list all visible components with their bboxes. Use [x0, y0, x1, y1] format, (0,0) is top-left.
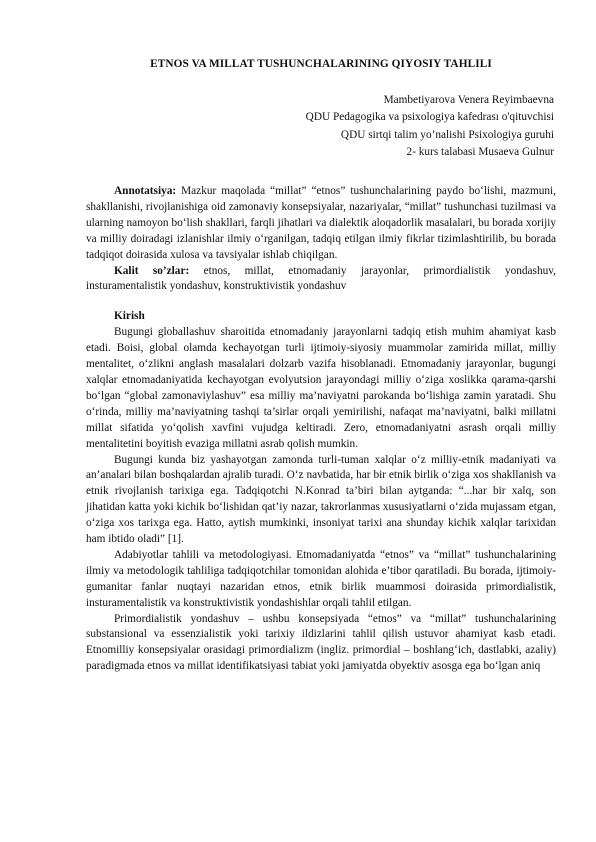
body-paragraph: Bugungi globallashuv sharoitida etnomadaniy jarayonlarni tadqiq etish muhim ahamiyat kasb etadi. Boisi, global olamda kechayotgan turli ijtimoiy-siyosiy muammolar zamirida millat, milliy mentalitet, o‘zlikni anglash masalalari dolzarb vazifa hisoblanadi. Etnomadaniy jarayonlar, bugungi xalqlar etnomadaniyatida kechayotgan evolyutsion jarayondagi milliy o‘ziga xoslikka qarama-qarshi bo‘lgan “global zamonaviylashuv” esa milliy ma’naviyatni parokanda bo‘lishiga zamin yaratadi. Shu o‘rinda, milliy ma’naviyatning tashqi ta’sirlar orqali yemirilishi, nafaqat ma’naviyatni, balki millatni millat sifatida yo‘qolish xavfini vujudga keltiradi. Zero, etnomadaniyatni asrash orqali milliy mentalitetini boyitish evaziga millatni asrab qolish mumkin. — [86, 326, 556, 450]
body-paragraph: Adabiyotlar tahlili va metodologiyasi. Etnomadaniyatda “etnos” va “millat” tushunchalarining ilmiy va metodologik tahliliga tadqiqotchilar tomonidan alohida e’tibor qaratiladi. Bu borada, ijtimoiy-gumanitar fanlar nuqtayi nazaridan etnos, etnik birlik muammosi doirasida primordialistik, insturamentalistik va konstruktivistik yondashishlar orqali tahlil etilgan. — [86, 548, 556, 609]
body-paragraph: Bugungi kunda biz yashayotgan zamonda turli-tuman xalqlar o‘z milliy-etnik madaniyati va an’analari bilan boshqalardan ajralib turadi. O‘z navbatida, har bir etnik birlik o‘ziga xos shakllanish va etnik rivojlanish tarixiga ega. Tadqiqotchi N.Konrad ta’biri bilan aytganda: “...har bir xalq, son jihatidan katta yoki kichik bo‘lishidan qat’iy nazar, takrorlanmas xususiyatlarni o‘zida mujassam etgan, o‘ziga xos tarixga ega. Hatto, aytish mumkinki, insoniyat tarixi ana shunday kichik xalqlar tarixidan ham ibtido oladi” [1]. — [86, 453, 556, 546]
coauthor-group: QDU sirtqi talim yo’nalishi Psixologiya guruhi — [340, 128, 554, 141]
keywords-paragraph — [86, 264, 556, 296]
intro-heading: Kirish — [114, 310, 145, 323]
author-affiliation: QDU Pedagogika va psixologiya kafedrası o'qituvchisi — [305, 111, 554, 124]
article-body — [86, 184, 556, 675]
annotation-label: Annotatsiya: — [114, 185, 177, 197]
keywords-label: Kalit so’zlar: — [114, 264, 190, 277]
coauthor-name: 2- kurs talabasi Musaeva Gulnur — [406, 146, 554, 159]
body-paragraph: Primordialistik yondashuv – ushbu konsepsiyada “etnos” va “millat” tushunchalarining substansional va essenzialistik yoki tarixiy ildizlarini tahlil qilish ustuvor ahamiyat kasb etadi. Etnomilliy konsepsiyalar orasidagi primordializm (ingliz. primordial – boshlang‘ich, dastlabki, azaliy) paradigmada etnos va millat identifikatsiyasi tabiat yoki jamiyatda obyektiv asosga ega bo‘lgan aniq — [86, 612, 556, 673]
keywords-text: etnos, millat, etnomadaniy jarayonlar, primordialistik yondashuv, insturamentalistik yondashuv, konstruktivistik yondashuv — [86, 264, 556, 293]
article-title: ETNOS VA MILLAT TUSHUNCHALARINING QIYOSIY TAHLILI — [150, 58, 492, 70]
author-block — [134, 92, 554, 162]
author-name: Mambetiyarova Venera Reyimbaevna — [383, 94, 554, 106]
annotation-text: Mazkur maqolada “millat” “etnos” tushunchalarining paydo bo‘lishi, mazmuni, shakllanishi, rivojlanishiga oid zamonaviy konsepsiyalar, nazariyalar, “millat” tushunchasi tuzilmasi va ularning namoyon bo‘lish shakllari, farqli jihatlari va dialektik aloqadorlik masalalari, bu borada xorijiy va milliy doiradagi izlanishlar ilmiy o‘rganilgan, tadqiq etilgan ilmiy fikrlar tizimlashtirilib, bu borada tadqiqot doirasida xulosa va tavsiyalar ishlab chiqilgan. — [86, 185, 556, 261]
annotation-paragraph — [86, 184, 556, 264]
